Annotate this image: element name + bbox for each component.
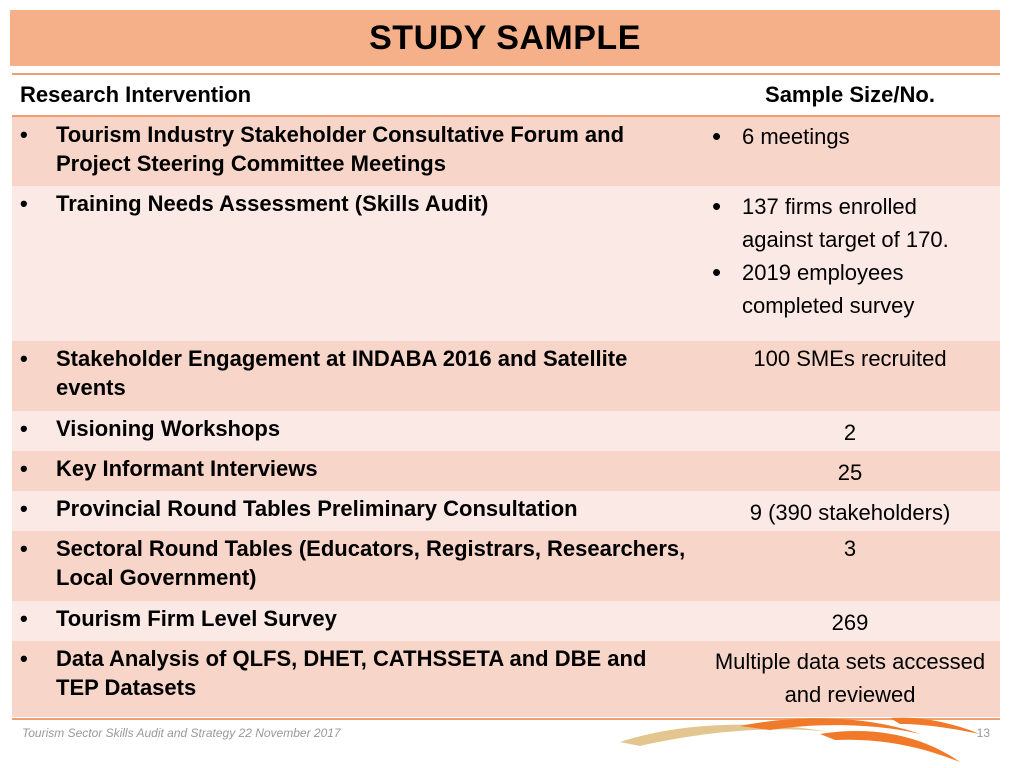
sample-size-text: 100 SMEs recruited: [753, 346, 947, 371]
intervention-text: Key Informant Interviews: [56, 456, 318, 481]
bullet-icon: •: [712, 121, 722, 151]
sample-size-cell: [700, 451, 1000, 491]
sample-size-text: 269: [831, 610, 869, 635]
intervention-cell: [12, 341, 700, 411]
sample-size-cell: [700, 116, 1000, 186]
intervention-text: Provincial Round Tables Preliminary Consultation: [56, 496, 578, 521]
sample-size-cell: [700, 411, 1000, 451]
sample-size-text: 9 (390 stakeholders): [749, 500, 951, 525]
footer-text: Tourism Sector Skills Audit and Strategy 22 November 2017: [22, 726, 341, 740]
sample-size-text: 6 meetings: [742, 124, 850, 149]
intervention-text: Stakeholder Engagement at INDABA 2016 and Satellite events: [56, 346, 628, 400]
table-row: [12, 186, 1000, 341]
intervention-text: Data Analysis of QLFS, DHET, CATHSSETA and DBE and TEP Datasets: [56, 646, 647, 700]
page-number: 13: [976, 726, 990, 740]
sample-size-text: 25: [837, 460, 863, 485]
intervention-text: Visioning Workshops: [56, 416, 281, 441]
title-bar: [10, 10, 1000, 66]
intervention-cell: [12, 186, 700, 341]
sample-size-cell: [700, 531, 1000, 601]
list-item: [712, 120, 992, 153]
intervention-text: Sectoral Round Tables (Educators, Registrars, Researchers, Local Government): [56, 536, 686, 590]
sample-size-cell: [700, 186, 1000, 341]
intervention-cell: [12, 116, 700, 186]
intervention-cell: [12, 451, 700, 491]
sample-size-cell: [700, 341, 1000, 411]
table-row: [12, 341, 1000, 411]
sample-size-cell: [700, 601, 1000, 641]
list-item: [712, 190, 992, 256]
intervention-cell: [12, 601, 700, 641]
bullet-icon: •: [20, 346, 28, 371]
table-row: [12, 531, 1000, 601]
bullet-icon: •: [20, 606, 28, 631]
bullet-icon: •: [712, 257, 722, 287]
sample-size-text: 137 firms enrolled against target of 170.: [742, 194, 949, 252]
table-row: [12, 116, 1000, 186]
intervention-cell: [12, 411, 700, 451]
table-row: [12, 491, 1000, 531]
slide-title: STUDY SAMPLE: [369, 18, 641, 57]
table-row: [12, 641, 1000, 717]
intervention-cell: [12, 491, 700, 531]
sample-size-text: 2019 employees completed survey: [742, 260, 915, 318]
sample-size-text: Multiple data sets accessed and reviewed: [714, 649, 986, 707]
bullet-icon: •: [20, 456, 28, 481]
intervention-text: Tourism Industry Stakeholder Consultative Forum and Project Steering Committee Meetings: [56, 122, 625, 176]
bullet-icon: •: [20, 646, 28, 671]
intervention-cell: [12, 641, 700, 717]
study-sample-table: [12, 73, 1000, 717]
header-research-intervention: Research Intervention: [12, 75, 700, 116]
intervention-text: Training Needs Assessment (Skills Audit): [56, 191, 489, 216]
sample-size-cell: [700, 641, 1000, 717]
list-item: [712, 256, 992, 322]
bullet-icon: •: [20, 122, 28, 147]
table-row: [12, 601, 1000, 641]
header-sample-size: Sample Size/No.: [700, 75, 1000, 116]
swoosh-logo-icon: [620, 712, 1000, 768]
intervention-cell: [12, 531, 700, 601]
table-header-row: [12, 75, 1000, 116]
bullet-icon: •: [20, 191, 28, 216]
sample-size-cell: [700, 491, 1000, 531]
bullet-icon: •: [20, 416, 28, 441]
bullet-icon: •: [20, 496, 28, 521]
sample-size-text: 2: [843, 420, 857, 445]
sample-size-text: 3: [843, 536, 857, 561]
intervention-text: Tourism Firm Level Survey: [56, 606, 337, 631]
table-row: [12, 451, 1000, 491]
table-row: [12, 411, 1000, 451]
bullet-icon: •: [20, 536, 28, 561]
bullet-icon: •: [712, 191, 722, 221]
